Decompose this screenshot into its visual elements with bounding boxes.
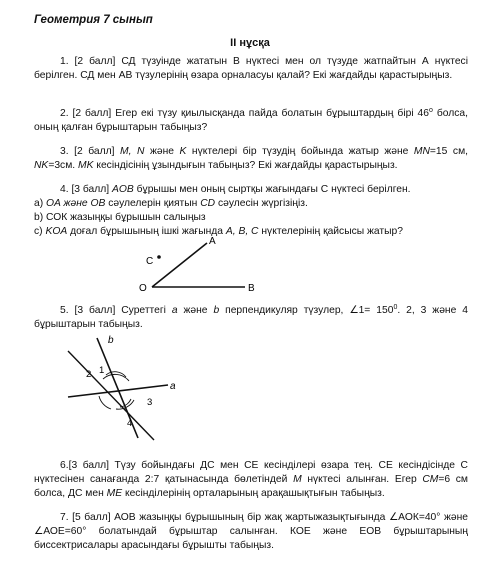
variant-label: II нұсқа bbox=[230, 37, 270, 49]
worksheet-title: Геометрия 7 сынып bbox=[34, 14, 153, 26]
task-4-item-c: c) KOA доғал бұрышының ішкі жағында A, B, C нүктелерінің қайсысы жатыр? bbox=[34, 226, 403, 237]
task-3: 3. [2 балл] M, N және K нүктелері бір түзудің бойында жатыр және MN=15 см, NK=3см. MK кесіндісінің ұзындығын табыңыз? Екі жағдайды қарастырыңыз. bbox=[34, 146, 469, 171]
label-angle-3: 3 bbox=[147, 397, 153, 408]
task-4: 4. [3 балл] AOB бұрышы мен оның сыртқы жағындағы С нүктесі берілген. bbox=[60, 184, 411, 195]
label-point-c: C bbox=[146, 256, 154, 267]
label-line-a: a bbox=[170, 381, 176, 392]
task-5: 5. [3 балл] Суреттегі a және b перпендикуляр түзулер, ∠1= $150^0$. 2, 3 және 4 бұрыштарын табыңыз. bbox=[34, 304, 468, 330]
label-point-o: O bbox=[139, 283, 147, 294]
task-2: 2. [2 балл] Егер екі түзу қиылысқанда пайда болатын бұрыштардың бірі $46^о$ болса, оның қалған бұрыштарын табыңыз? bbox=[34, 107, 468, 133]
label-line-b: b bbox=[108, 335, 114, 346]
label-angle-1: 1 bbox=[99, 365, 105, 376]
label-point-b: B bbox=[248, 283, 255, 294]
task-7: 7. [5 балл] АОВ жазыңқы бұрышының бір жақ жартыжазықтығында ∠АОК=40° және ∠АОЕ=60° болатындай бұрыштар салынған. КОЕ және ЕОВ бұрыштарының биссектрисалары арасындағы бұрышты табыңыз. bbox=[34, 512, 468, 551]
label-angle-2: 2 bbox=[86, 369, 92, 380]
task-6: 6.[3 балл] Түзу бойындағы ДС мен СЕ кесінділері өзара тең. СЕ кесіндісінде С нүктесінен санағанда 2:7 қатынасында бөлетіндей М нүктесі алынған. Егер СМ=6 см болса, ДС мен МЕ кесінділерінің орталарының арақашықтығын табыңыз. bbox=[34, 460, 468, 499]
label-point-a: A bbox=[209, 236, 216, 247]
label-angle-4: 4 bbox=[127, 418, 133, 429]
task-1: 1. [2 балл] СД түзуінде жататын В нүктесі мен ол түзуде жатпайтын А нүктесі берілген. СД мен АВ түзулерінің өзара орналасуы қалай? Екі жағдайды қарастырыңыз. bbox=[34, 56, 468, 81]
task-4-item-b: b) СОК жазыңқы бұрышын салыңыз bbox=[34, 212, 206, 223]
task-4-item-a: a) OA және OB сәулелерін қиятын CD сәулесін жүргізіңіз. bbox=[34, 198, 308, 209]
